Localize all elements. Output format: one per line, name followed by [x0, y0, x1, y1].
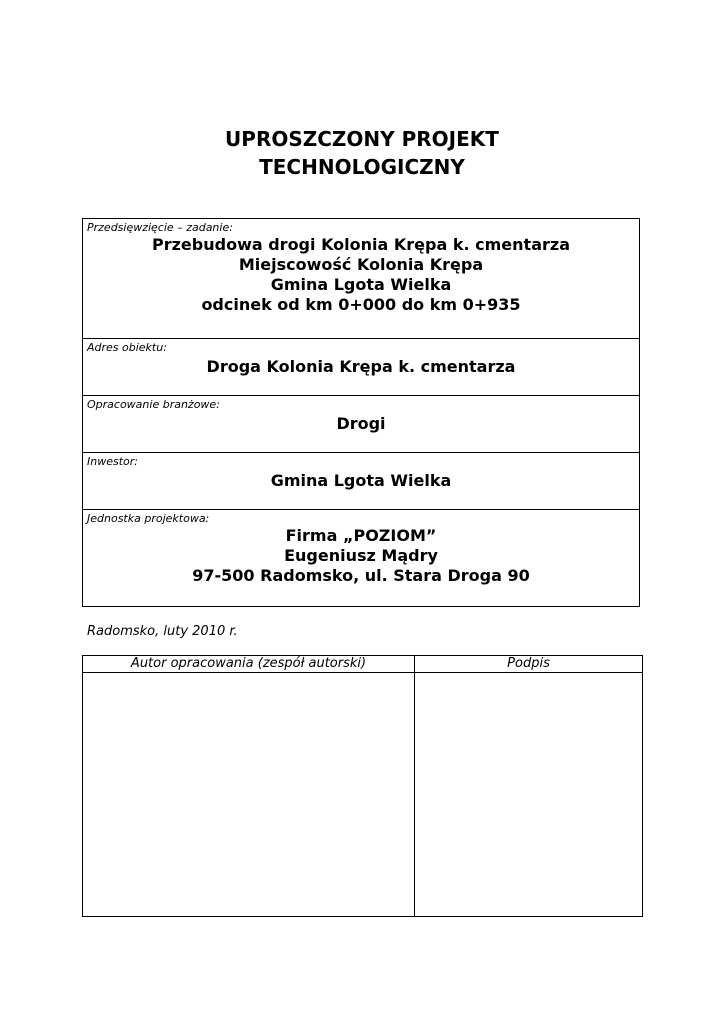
signature-table-header: [83, 656, 643, 673]
title-line-2: TECHNOLOGICZNY: [259, 155, 465, 179]
signature-table-row: [83, 673, 643, 917]
document-title: [0, 125, 724, 181]
place-and-date: Radomsko, luty 2010 r.: [87, 624, 238, 639]
author-cell: [83, 673, 415, 917]
design-unit-line-3: 97-500 Radomsko, ul. Stara Droga 90: [192, 566, 530, 585]
task-line-1: Przebudowa drogi Kolonia Krępa k. cmentarza: [152, 235, 570, 254]
task-line-2: Miejscowość Kolonia Krępa: [238, 255, 484, 274]
title-line-1: UPROSZCZONY PROJEKT: [225, 127, 499, 151]
branch-value: Drogi: [336, 414, 386, 433]
address-value: Droga Kolonia Krępa k. cmentarza: [206, 357, 516, 376]
signature-cell: [415, 673, 643, 917]
signature-table: [82, 655, 643, 917]
section-address: [83, 339, 639, 396]
section-task: [83, 219, 639, 339]
design-unit-label: Jednostka projektowa:: [87, 512, 210, 525]
section-design-unit: [83, 510, 639, 606]
design-unit-line-2: Eugeniusz Mądry: [284, 546, 438, 565]
section-branch: [83, 396, 639, 453]
task-line-4: odcinek od km 0+000 do km 0+935: [201, 295, 521, 314]
task-label: Przedsięwzięcie – zadanie:: [87, 221, 233, 234]
branch-label: Opracowanie branżowe:: [87, 398, 220, 411]
address-label: Adres obiektu:: [87, 341, 167, 354]
author-column-header: Autor opracowania (zespół autorski): [83, 656, 415, 673]
investor-label: Inwestor:: [87, 455, 138, 468]
design-unit-line-1: Firma „POZIOM”: [285, 526, 437, 545]
section-investor: [83, 453, 639, 510]
project-info-box: [82, 218, 640, 607]
task-line-3: Gmina Lgota Wielka: [270, 275, 452, 294]
investor-value: Gmina Lgota Wielka: [270, 471, 452, 490]
signature-column-header: Podpis: [415, 656, 643, 673]
